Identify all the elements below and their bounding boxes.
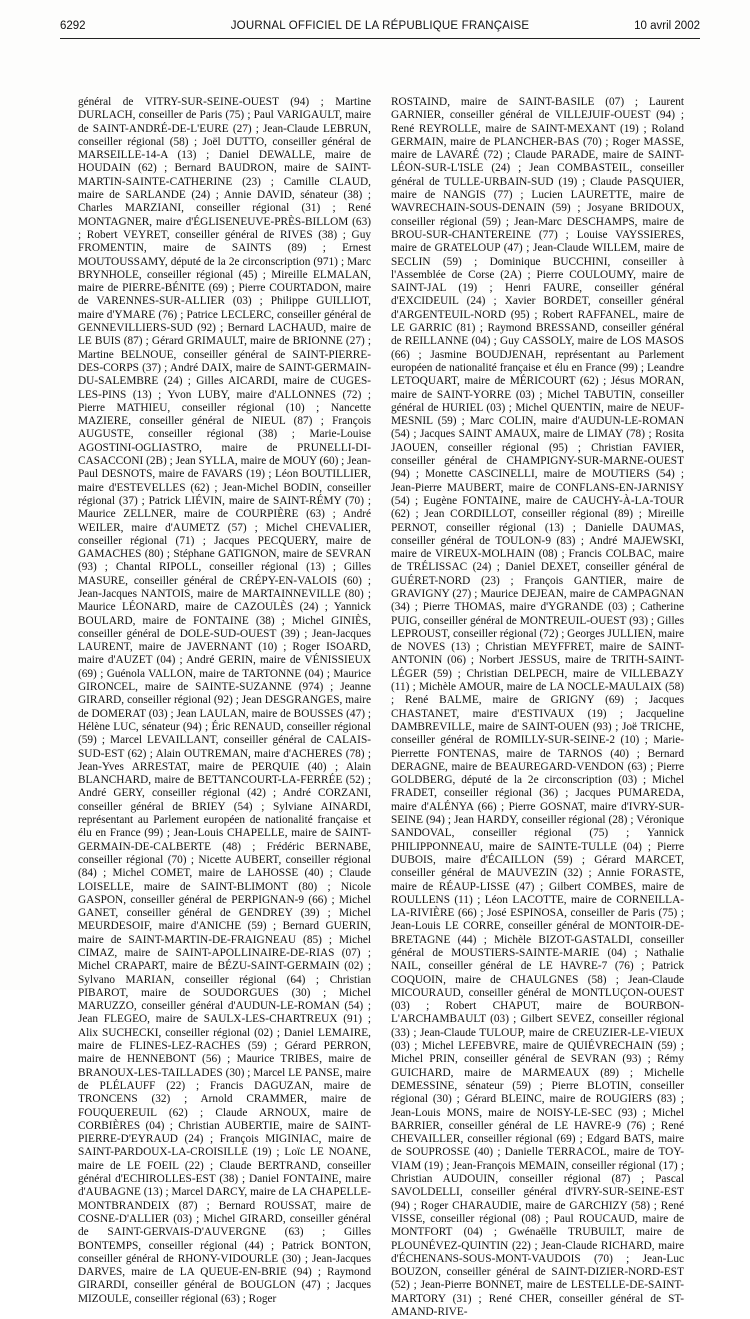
- left-column-text: général de VITRY-SUR-SEINE-OUEST (94) ; Martine DURLACH, conseiller de Paris (75) ; Paul VARIGAULT, maire de SAINT-ANDRÉ-DE-L'EURE (27) ; Jean-Claude LEBRUN, conseiller régional (58) ; Joël DUTTO, conseiller général de MARSEILLE-14-A (13) ; Daniel DEWALLE, maire de HOUDAIN (62) ; Bernard BAUDRON, maire de SAINT-MARTIN-SAINTE-CATHERINE (23) ; Camille CLAUD, maire de SARLANDE (24) ; Annie DAVID, sénateur (38) ; Charles MARZIANI, conseiller régional (31) ; René MONTAGNER, maire d'ÉGLISENEUVE-PRÈS-BILLOM (63) ; Robert VEYRET, conseiller général de RIVES (38) ; Guy FROMENTIN, maire de SAINTS (89) ; Ernest MOUTOUSSAMY, député de la 2e circonscription (971) ; Marc BRYNHOLE, conseiller régional (45) ; Mireille ELMALAN, maire de PIERRE-BÉNITE (69) ; Pierre COURTADON, maire de VARENNES-SUR-ALLIER (03) ; Philippe GUILLIOT, maire d'YMARE (76) ; Patrice LECLERC, conseiller général de GENNEVILLIERS-SUD (92) ; Bernard LACHAUD, maire de LE BUIS (87) ; Gérard GRIMAULT, maire de BRIONNE (27) ; Martine BELNOUE, conseiller général de SAINT-PIERRE-DES-CORPS (37) ; André DAIX, maire de SAINT-GERMAIN-DU-SALEMBRE (24) ; Gilles AICARDI, maire de CUGES-LES-PINS (13) ; Yvon LUBY, maire d'ALLONNES (72) ; Pierre MATHIEU, conseiller régional (10) ; Nancette MAZIERE, conseiller général de NIEUL (87) ; François AUGUSTE, conseiller régional (38) ; Marie-Louise AGOSTINI-OGLIASTRO, maire de PRUNELLI-DI-CASACCONI (2B) ; Jean SYLLA, maire de MOUY (60) ; Jean-Paul DESNOTS, maire de FAVARS (19) ; Léon BOUTILLIER, maire d'ESTEVELLES (62) ; Jean-Michel BODIN, conseiller régional (37) ; Patrick LIÉVIN, maire de SAINT-RÉMY (70) ; Maurice ZELLNER, maire de COURPIÈRE (63) ; André WEILER, maire d'AUMETZ (57) ; Michel CHEVALIER, conseiller régional (71) ; Jacques PECQUERY, maire de GAMACHES (80) ; Stéphane GATIGNON, maire de SEVRAN (93) ; Chantal RIPOLL, conseiller régional (13) ; Gilles MASURE, conseiller général de CRÉPY-EN-VALOIS (60) ; Jean-Jacques NANTOIS, maire de MARTAINNEVILLE (80) ; Maurice LÉONARD, maire de CAZOULÈS (24) ; Yannick BOULARD, maire de FONTAINE (38) ; Michel GINIÈS, conseiller général de DOLE-SUD-OUEST (39) ; Jean-Jacques LAURENT, maire de JAVERNANT (10) ; Roger ISOARD, maire d'AUZET (04) ; André GERIN, maire de VÉNISSIEUX (69) ; Guénola VALLON, maire de TARTONNE (04) ; Maurice GIRONCEL, maire de SAINTE-SUZANNE (974) ; Jeanne GIRARD, conseiller régional (92) ; Jean DESGRANGES, maire de DOMERAT (03) ; Jean LAULAN, maire de BOUSSES (47) ; Hélène LUC, sénateur (94) ; Éric RENAUD, conseiller régional (59) ; Marcel LEVAILLANT, conseiller général de CALAIS-SUD-EST (62) ; Alain OUTREMAN, maire d'ACHERES (78) ; Jean-Yves ARRESTAT, maire de PERQUIE (40) ; Alain BLANCHARD, maire de BETTANCOURT-LA-FERRÉE (52) ; André GERY, conseiller régional (42) ; André CORZANI, conseiller général de BRIEY (54) ; Sylviane AINARDI, représentant au Parlement européen de nationalité française et élu en France (99) ; Jean-Louis CHAPELLE, maire de SAINT-GERMAIN-DE-CALBERTE (48) ; Frédéric BERNABE, conseiller régional (70) ; Nicette AUBERT, conseiller régional (84) ; Michel COMET, maire de LAHOSSE (40) ; Claude LOISELLE, maire de SAINT-BLIMONT (80) ; Nicole GASPON, conseiller général de PERPIGNAN-9 (66) ; Michel GANET, conseiller général de GENDREY (39) ; Michel MEURDESOIF, maire d'ANICHE (59) ; Bernard GUERIN, maire de SAINT-MARTIN-DE-FRAIGNEAU (85) ; Michel CIMAZ, maire de SAINT-APOLLINAIRE-DE-RIAS (07) ; Michel CRAPART, maire de BÉZU-SAINT-GERMAIN (02) ; Sylvano MARIAN, conseiller régional (64) ; Christian PIBAROT, maire de SOUDORGUES (30) ; Michel MARUZZO, conseiller général d'AUDUN-LE-ROMAN (54) ; Jean FLEGEO, maire de SAULX-LES-CHARTREUX (91) ; Alix SUCHECKI, conseiller régional (02) ; Daniel LEMAIRE, maire de FLINES-LEZ-RACHES (59) ; Gérard PERRON, maire de HENNEBONT (56) ; Maurice TRIBES, maire de BRANOUX-LES-TAILLADES (30) ; Marcel LE PANSE, maire de PLÉLAUFF (22) ; Francis DAGUZAN, maire de TRONCENS (32) ; Arnold CRAMMER, maire de FOUQUEREUIL (62) ; Claude ARNOUX, maire de CORBIÈRES (04) ; Christian AUBERTIE, maire de SAINT-PIERRE-D'EYRAUD (24) ; François MIGINIAC, maire de SAINT-PARDOUX-LA-CROISILLE (19) ; Loïc LE NOANE, maire de LE FOEIL (22) ; Claude BERTRAND, conseiller général d'ECHIROLLES-EST (38) ; Daniel FONTAINE, maire d'AUBAGNE (13) ; Marcel DARCY, maire de LA CHAPELLE-MONTBRANDEIX (87) ; Bernard ROUSSAT, maire de COSNE-D'ALLIER (03) ; Michel GIRARD, conseiller général de SAINT-GERVAIS-D'AUVERGNE (63) ; Gilles BONTEMPS, conseiller régional (44) ; Patrick BONTON, conseiller général de RHONY-VIDOURLE (30) ; Jean-Jacques DARVES, maire de LA QUEUE-EN-BRIE (94) ; Raymond GIRARDI, conseiller général de BOUGLON (47) ; Jacques MIZOULE, conseiller régional (63) ; Roger: [78, 96, 371, 1305]
- page-header: [60, 20, 700, 36]
- left-column: [78, 96, 371, 1305]
- header-rule: [60, 38, 700, 39]
- issue-date: 10 avril 2002: [634, 20, 700, 32]
- page-number: 6292: [60, 20, 86, 32]
- right-column-text: ROSTAIND, maire de SAINT-BASILE (07) ; Laurent GARNIER, conseiller général de VILLEJUIF-OUEST (94) ; René REYROLLE, maire de SAINT-MEXANT (19) ; Roland GERMAIN, maire de PLANCHER-BAS (70) ; Roger MASSE, maire de LAVARÉ (72) ; Claude PARADE, maire de SAINT-LÉON-SUR-L'ISLE (24) ; Jean COMBASTEIL, conseiller général de TULLE-URBAIN-SUD (19) ; Claude PASQUIER, maire de NANGIS (77) ; Lucien LAURETTE, maire de WAVRECHAIN-SOUS-DENAIN (59) ; Josyane BRIDOUX, conseiller régional (59) ; Jean-Marc DESCHAMPS, maire de BROU-SUR-CHANTEREINE (77) ; Louise VAYSSIERES, maire de GRATELOUP (47) ; Jean-Claude WILLEM, maire de SECLIN (59) ; Dominique BUCCHINI, conseiller à l'Assemblée de Corse (2A) ; Pierre COULOUMY, maire de SAINT-JAL (19) ; Henri FAURE, conseiller général d'EXCIDEUIL (24) ; Xavier BORDET, conseiller général d'ARGENTEUIL-NORD (95) ; Robert RAFFANEL, maire de LE GARRIC (81) ; Raymond BRESSAND, conseiller général de REILLANNE (04) ; Guy CASSOLY, maire de LOS MASOS (66) ; Jasmine BOUDJENAH, représentant au Parlement européen de nationalité française et élu en France (99) ; Leandre LETOQUART, maire de MÉRICOURT (62) ; Jésus MORAN, maire de SAINT-YORRE (03) ; Michel TABUTIN, conseiller général de HURIEL (03) ; Michel QUENTIN, maire de NEUF-MESNIL (59) ; Marc COLIN, maire d'AUDUN-LE-ROMAN (54) ; Jacques SAINT AMAUX, maire de LIMAY (78) ; Rosita JAOUEN, conseiller régional (95) ; Christian FAVIER, conseiller général de CHAMPIGNY-SUR-MARNE-OUEST (94) ; Monette CASCINELLI, maire de MOUTIERS (54) ; Jean-Pierre MAUBERT, maire de CONFLANS-EN-JARNISY (54) ; Eugène FONTAINE, maire de CAUCHY-À-LA-TOUR (62) ; Jean CORDILLOT, conseiller régional (89) ; Mireille PERNOT, conseiller régional (13) ; Danielle DAUMAS, conseiller général de TOULON-9 (83) ; André MAJEWSKI, maire de VIREUX-MOLHAIN (08) ; Francis COLBAC, maire de TRÉLISSAC (24) ; Daniel DEXET, conseiller général de GUÉRET-NORD (23) ; François GANTIER, maire de GRAVIGNY (27) ; Maurice DEJEAN, maire de CAMPAGNAN (34) ; Pierre THOMAS, maire d'YGRANDE (03) ; Catherine PUIG, conseiller général de MONTREUIL-OUEST (93) ; Gilles LEPROUST, conseiller régional (72) ; Georges JULLIEN, maire de NOVES (13) ; Christian MEYFFRET, maire de SAINT-ANTONIN (06) ; Norbert JESSUS, maire de TRITH-SAINT-LÉGER (59) ; Christian DELPECH, maire de VILLEBAZY (11) ; Michèle AMOUR, maire de LA NOCLE-MAULAIX (58) ; René BALME, maire de GRIGNY (69) ; Jacques CHASTANET, maire d'ESTIVAUX (19) ; Jacqueline DAMBREVILLE, maire de SAINT-OUEN (93) ; Joë TRICHE, conseiller général de ROMILLY-SUR-SEINE-2 (10) ; Marie-Pierrette FONTENAS, maire de TARNOS (40) ; Bernard DERAGNE, maire de BEAUREGARD-VENDON (63) ; Pierre GOLDBERG, député de la 2e circonscription (03) ; Michel FRADET, conseiller régional (36) ; Jacques PUMAREDA, maire d'ALÉNYA (66) ; Pierre GOSNAT, maire d'IVRY-SUR-SEINE (94) ; Jean HARDY, conseiller régional (28) ; Véronique SANDOVAL, conseiller régional (75) ; Yannick PHILIPPONNEAU, maire de SAINTE-TULLE (04) ; Pierre DUBOIS, maire d'ÉCAILLON (59) ; Gérard MARCET, conseiller général de MAUVEZIN (32) ; Annie FORASTE, maire de RÉAUP-LISSE (47) ; Gilbert COMBES, maire de ROULLENS (11) ; Léon LACOTTE, maire de CORNEILLA-LA-RIVIÈRE (66) ; José ESPINOSA, conseiller de Paris (75) ; Jean-Louis LE CORRE, conseiller général de MONTOIR-DE-BRETAGNE (44) ; Michèle BIZOT-GASTALDI, conseiller général de MOUSTIERS-SAINTE-MARIE (04) ; Nathalie NAIL, conseiller général de LE HAVRE-7 (76) ; Patrick COQUOIN, maire de CHAULGNES (58) ; Jean-Claude MICOURAUD, conseiller général de MONTLUÇON-OUEST (03) ; Robert CHAPUT, maire de BOURBON-L'ARCHAMBAULT (03) ; Gilbert SEVEZ, conseiller régional (33) ; Jean-Claude TULOUP, maire de CREUZIER-LE-VIEUX (03) ; Michel LEFEBVRE, maire de QUIÉVRECHAIN (59) ; Michel PRIN, conseiller général de SEVRAN (93) ; Rémy GUICHARD, maire de MARMEAUX (89) ; Michelle DEMESSINE, sénateur (59) ; Pierre BLOTIN, conseiller régional (30) ; Gérard BLEINC, maire de ROUGIERS (83) ; Jean-Louis MONS, maire de NOISY-LE-SEC (93) ; Michel BARRIER, conseiller général de LE HAVRE-9 (76) ; René CHEVAILLER, conseiller régional (69) ; Edgard BATS, maire de SOUPROSSE (40) ; Danielle TERRACOL, maire de TOY-VIAM (19) ; Jean-François MEMAIN, conseiller régional (17) ; Christian AUDOUIN, conseiller régional (87) ; Pascal SAVOLDELLI, conseiller général d'IVRY-SUR-SEINE-EST (94) ; Roger CHARAUDIE, maire de GARCHIZY (58) ; René VISSE, conseiller régional (08) ; Paul ROUCAUD, maire de MONTFORT (04) ; Gwénaëlle TRUBUILT, maire de PLOUNÉVEZ-QUINTIN (22) ; Jean-Claude RICHARD, maire d'ÉCHENANS-SOUS-MONT-VAUDOIS (70) ; Jean-Luc BOUZON, conseiller général de SAINT-DIZIER-NORD-EST (52) ; Jean-Pierre BONNET, maire de LESTELLE-DE-SAINT-MARTORY (31) ; René CHER, conseiller général de ST-AMAND-RIVE-: [391, 96, 684, 1319]
- journal-title: JOURNAL OFFICIEL DE LA RÉPUBLIQUE FRANÇAISE: [230, 20, 530, 32]
- right-column: [391, 96, 684, 1319]
